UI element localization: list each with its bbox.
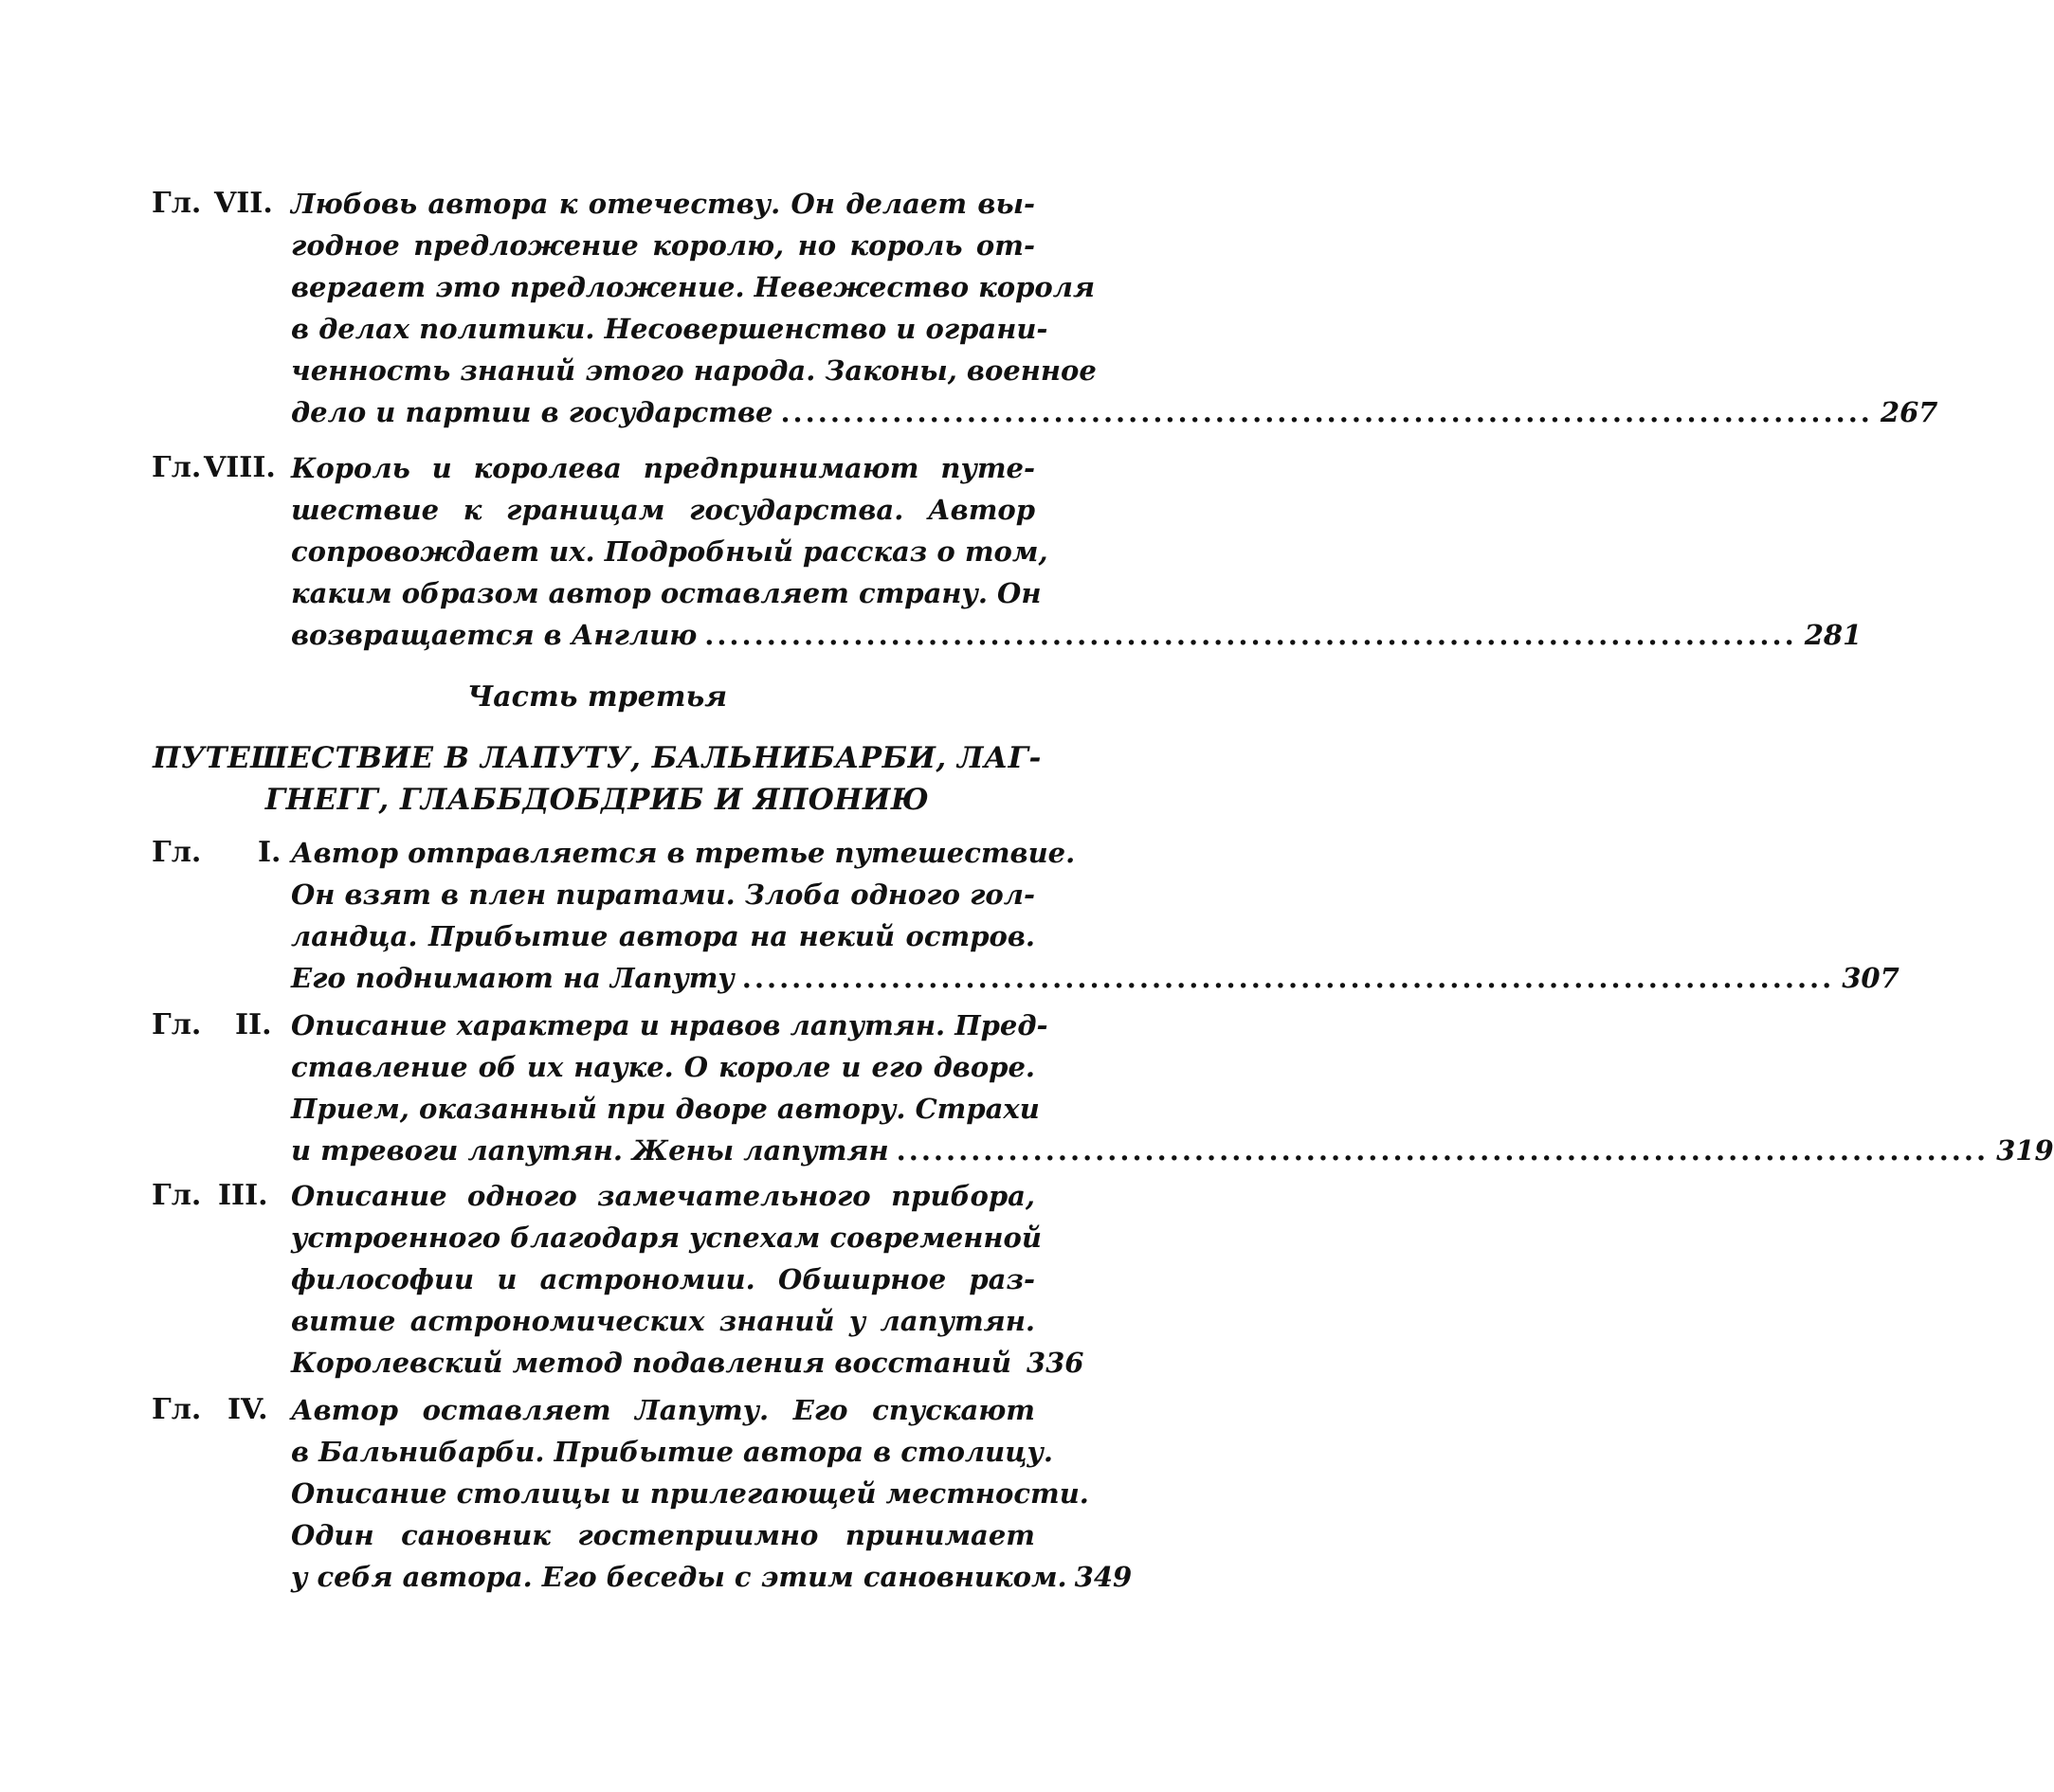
summary-line: годное предложение королю, но король от- bbox=[291, 229, 1035, 262]
dot-leader: ........................................................................................ bbox=[780, 396, 1873, 428]
chapter-abbrev: Гл. bbox=[152, 1008, 202, 1041]
chapter-number: II. bbox=[235, 1008, 272, 1041]
toc-entry-ch1 bbox=[152, 832, 1899, 999]
chapter-number: III. bbox=[218, 1179, 268, 1212]
chapter-summary bbox=[291, 1175, 1084, 1384]
chapter-summary bbox=[291, 1005, 2054, 1171]
summary-line: Прием, оказанный при дворе автору. Страхи bbox=[291, 1093, 1040, 1125]
summary-line: устроенного благодаря успехам современной bbox=[291, 1222, 1042, 1254]
part-heading-line: ГНЕГГ, ГЛАББДОБДРИБ И ЯПОНИЮ bbox=[264, 783, 930, 817]
summary-line: дело и партии в государстве bbox=[291, 396, 773, 428]
summary-line: Один сановник гостеприимно принимает bbox=[291, 1519, 1035, 1551]
page-number: 267 bbox=[1880, 396, 1938, 428]
summary-line: вергает это предложение. Невежество короля bbox=[291, 271, 1096, 303]
page-number: 319 bbox=[1996, 1134, 2054, 1167]
chapter-number: VII. bbox=[214, 187, 273, 220]
summary-line: Описание одного замечательного прибора, bbox=[291, 1180, 1035, 1212]
summary-line: возвращается в Англию bbox=[291, 619, 698, 651]
summary-line: Король и королева предпринимают путе- bbox=[291, 452, 1035, 484]
summary-line: у себя автора. Его беседы с этим сановником. bbox=[291, 1561, 1067, 1593]
chapter-abbrev: Гл. bbox=[152, 836, 202, 869]
summary-line: Автор оставляет Лапуту. Его спускают bbox=[291, 1394, 1035, 1426]
toc-entry-ch7 bbox=[152, 183, 1938, 433]
chapter-number: I. bbox=[258, 836, 282, 869]
dot-leader: ........................................................................................ bbox=[704, 619, 1797, 651]
page-number: 336 bbox=[1026, 1347, 1084, 1379]
summary-line: ченность знаний этого народа. Законы, военное bbox=[291, 354, 1097, 387]
chapter-abbrev: Гл. bbox=[152, 187, 202, 220]
summary-line: шествие к границам государства. Автор bbox=[291, 494, 1035, 526]
summary-line: Королевский метод подавления восстаний bbox=[291, 1347, 1011, 1379]
toc-entry-ch2 bbox=[152, 1005, 2054, 1171]
chapter-number: VIII. bbox=[204, 451, 276, 484]
summary-line: в Бальнибарби. Прибытие автора в столицу. bbox=[291, 1436, 1053, 1468]
summary-last-line bbox=[291, 957, 1899, 999]
summary-line: Его поднимают на Лапуту bbox=[291, 962, 735, 994]
summary-line: сопровождает их. Подробный рассказ о том, bbox=[291, 535, 1048, 568]
summary-line: ландца. Прибытие автора на некий остров. bbox=[291, 920, 1035, 952]
summary-line: Он взят в плен пиратами. Злоба одного гол- bbox=[291, 878, 1035, 911]
summary-last-line bbox=[291, 1342, 1084, 1384]
chapter-abbrev: Гл. bbox=[152, 1179, 202, 1212]
chapter-number: IV. bbox=[227, 1393, 268, 1426]
summary-line: Автор отправляется в третье путешествие. bbox=[291, 837, 1076, 869]
summary-line: философии и астрономии. Обширное раз- bbox=[291, 1263, 1035, 1295]
toc-entry-ch3 bbox=[152, 1175, 1084, 1384]
summary-line: витие астрономических знаний у лапутян. bbox=[291, 1305, 1035, 1337]
chapter-summary bbox=[291, 1389, 1133, 1598]
summary-line: и тревоги лапутян. Жены лапутян bbox=[291, 1134, 889, 1167]
dot-leader: ........................................................................................ bbox=[896, 1134, 1990, 1167]
summary-line: в делах политики. Несовершенство и ограни- bbox=[291, 313, 1048, 345]
summary-last-line bbox=[291, 1130, 2054, 1171]
summary-line: Описание столицы и прилегающей местности. bbox=[291, 1477, 1089, 1510]
summary-line: Описание характера и нравов лапутян. Пред- bbox=[291, 1009, 1048, 1041]
toc-entry-ch8 bbox=[152, 447, 1863, 656]
toc-entry-ch4 bbox=[152, 1389, 1133, 1598]
part-title: Часть третья bbox=[466, 680, 728, 714]
summary-line: Любовь автора к отечеству. Он делает вы- bbox=[291, 188, 1035, 220]
page-number: 349 bbox=[1074, 1561, 1133, 1593]
summary-line: каким образом автор оставляет страну. Он bbox=[291, 577, 1042, 609]
chapter-summary bbox=[291, 447, 1863, 656]
summary-line: ставление об их науке. О короле и его дворе. bbox=[291, 1051, 1035, 1083]
part-heading bbox=[152, 737, 1043, 821]
chapter-summary bbox=[291, 183, 1938, 433]
dot-leader: ........................................................................................ bbox=[741, 962, 1835, 994]
summary-last-line bbox=[291, 1556, 1133, 1598]
chapter-abbrev: Гл. bbox=[152, 1393, 202, 1426]
page-number: 307 bbox=[1842, 962, 1899, 994]
part-heading-line: ПУТЕШЕСТВИЕ В ЛАПУТУ, БАЛЬНИБАРБИ, ЛАГ- bbox=[153, 741, 1042, 775]
chapter-abbrev: Гл. bbox=[152, 451, 202, 484]
summary-last-line bbox=[291, 614, 1863, 656]
summary-last-line bbox=[291, 391, 1938, 433]
page-number: 281 bbox=[1804, 619, 1863, 651]
chapter-summary bbox=[291, 832, 1899, 999]
